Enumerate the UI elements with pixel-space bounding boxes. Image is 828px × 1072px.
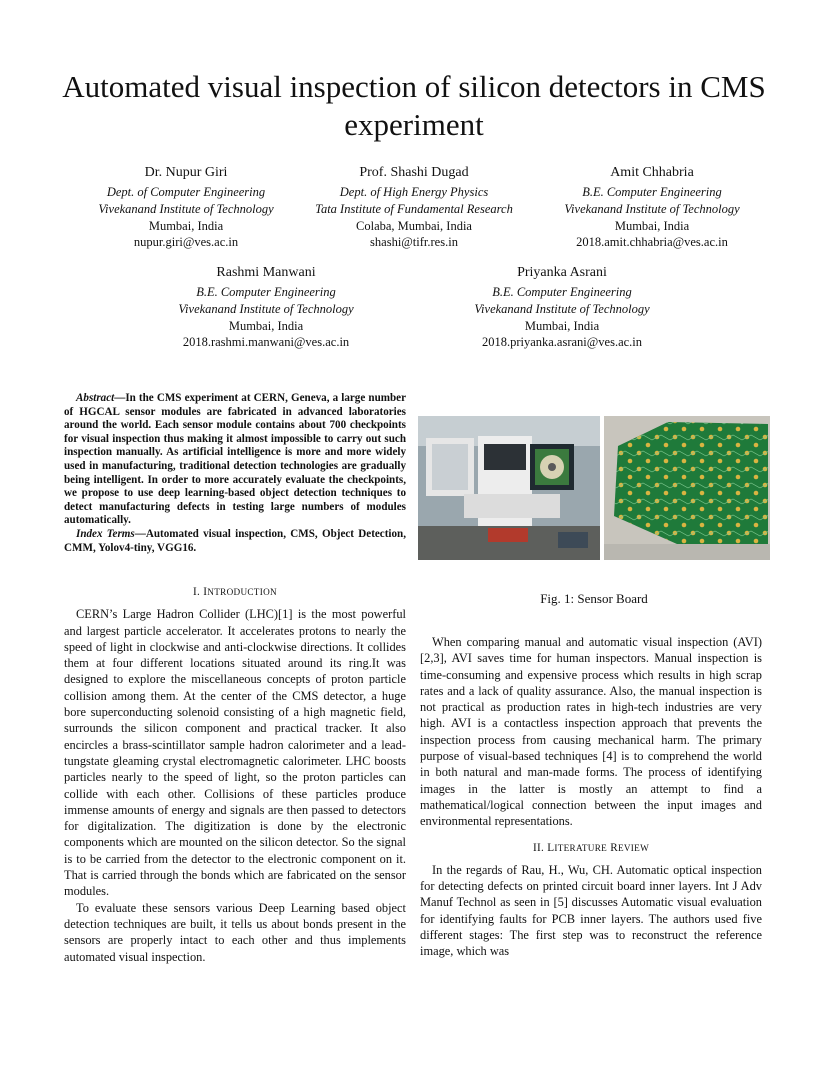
author-institute: Tata Institute of Fundamental Research <box>315 201 513 216</box>
author-name: Dr. Nupur Giri <box>144 165 228 180</box>
author-location: Mumbai, India <box>614 218 690 233</box>
author-email: shashi@tifr.res.in <box>370 235 458 250</box>
abstract <box>64 392 406 555</box>
author-institute: Vivekanand Institute of Technology <box>474 301 650 316</box>
author-location: Mumbai, India <box>524 318 600 333</box>
abstract-text: —In the CMS experiment at CERN, Geneva, a large number of HGCAL sensor modules are fabricated in advanced laboratories around the world. Each sensor module contains about 700 checkpoints for visual inspection thus making it almost impossible to carry out such inspection manually. As artificial intelligence is more and more widely used in manufacturing, traditional detection technologies are gradually being intelligent. In order to more accurately evaluate the checkpoints, we propose to use deep learning-based object detection techniques to detect manufacturing defects in testing large numbers of modules automatically. <box>64 392 406 527</box>
index-terms-paragraph <box>64 528 406 555</box>
intro-paragraph-2: To evaluate these sensors various Deep Learning based object detection techniques are built, it tells us about bonds present in the sensors are properly intact to each other and thus implements automated visual inspection. <box>64 900 406 964</box>
paper-title: Automated visual inspection of silicon detectors in CMS experiment <box>62 69 766 142</box>
left-column <box>64 576 406 965</box>
abstract-label: Abstract <box>76 392 115 404</box>
author-dept: Dept. of Computer Engineering <box>106 185 266 199</box>
author-name: Rashmi Manwani <box>216 265 316 280</box>
sensor-board-photo <box>418 416 770 560</box>
section-heading-literature-review: II. LITERATURE REVIEW <box>532 841 650 854</box>
author-block-2 <box>292 164 536 251</box>
author-location: Mumbai, India <box>228 318 304 333</box>
author-email: nupur.giri@ves.ac.in <box>133 235 239 250</box>
author-name: Amit Chhabria <box>610 165 694 180</box>
author-block-5 <box>442 264 682 351</box>
author-location: Colaba, Mumbai, India <box>356 218 472 233</box>
index-terms-text: —Automated visual inspection, CMS, Object Detection, CMM, Yolov4-tiny, VGG16. <box>64 527 406 554</box>
author-dept: Dept. of High Energy Physics <box>339 185 489 199</box>
author-institute: Vivekanand Institute of Technology <box>98 201 274 216</box>
author-location: Mumbai, India <box>148 218 224 233</box>
author-email: 2018.priyanka.asrani@ves.ac.in <box>481 335 643 350</box>
literature-paragraph-1: In the regards of Rau, H., Wu, CH. Automatic optical inspection for detecting defects on printed circuit board inner layers. Int J Adv Manuf Technol as seen in [5] discusses Automatic visual evaluation for identifying faults for PCB inner layers. The authors used five different stages: The first step was to reconstruct the reference image, which was <box>420 862 762 959</box>
author-institute: Vivekanand Institute of Technology <box>564 201 740 216</box>
author-email: 2018.amit.chhabria@ves.ac.in <box>576 235 728 250</box>
right-column <box>420 634 762 960</box>
author-block-1 <box>66 164 306 251</box>
author-dept: B.E. Computer Engineering <box>492 285 632 299</box>
abstract-paragraph <box>64 392 406 528</box>
author-block-3 <box>532 164 772 251</box>
author-dept: B.E. Computer Engineering <box>582 185 722 199</box>
section-heading-introduction: I. INTRODUCTION <box>193 586 277 598</box>
author-name: Prof. Shashi Dugad <box>359 165 469 180</box>
intro-paragraph-1: CERN’s Large Hadron Collider (LHC)[1] is the most powerful and largest particle accelerator. It accelerates protons to nearly the speed of light in clockwise and anti-clockwise directions. It collides them at four different locations situated around its ring.It was designed to explore the miscellaneous concepts of proton particle collision among them. At the center of the CMS detector, a huge bore superconducting solenoid consisting of a high magnetic field, surrounds the silicon component and practical tracker. It also encircles a brass-scintillator sample hadron calorimeter and a lead-tungstate gleaming crystal electromagnetic calorimeter. LHC boosts particles nearly to the speed of light, so the proton particles can collide with each other. Collisions of these particles produce immense amounts of energy and signals are then passed to detectors for digitalization. The digitization is done by the electronic components which are mounted on the silicon detector. So the signal is to be carried from the detector to the electronic component on it. That is carried through the bonds which are fabricated on the sensor modules. <box>64 607 406 899</box>
author-institute: Vivekanand Institute of Technology <box>178 301 354 316</box>
figure-caption: Fig. 1: Sensor Board <box>540 591 648 606</box>
author-dept: B.E. Computer Engineering <box>196 285 336 299</box>
avi-paragraph: When comparing manual and automatic visual inspection (AVI) [2,3], AVI saves time for human inspectors. Manual inspection is time-consuming and expensive process which results in high scrap rates and a lack of quality assurance. Also, the manual inspection is not practical as production rates in high-tech industries are very high. AVI is a contactless inspection approach that prevents the inspection process from causing mechanical harm. The primary purpose of visual-based techniques [4] is to comprehend the world in both natural and man-made forms. The process of identifying images in the latter is mostly an attempt to find a mathematical/logical connection between the input images and environmental representations. <box>420 635 762 829</box>
author-email: 2018.rashmi.manwani@ves.ac.in <box>182 335 350 350</box>
index-terms-label: Index Terms <box>76 527 135 540</box>
sensor-board-figure <box>418 416 770 560</box>
author-block-4 <box>146 264 386 351</box>
author-name: Priyanka Asrani <box>517 265 607 280</box>
